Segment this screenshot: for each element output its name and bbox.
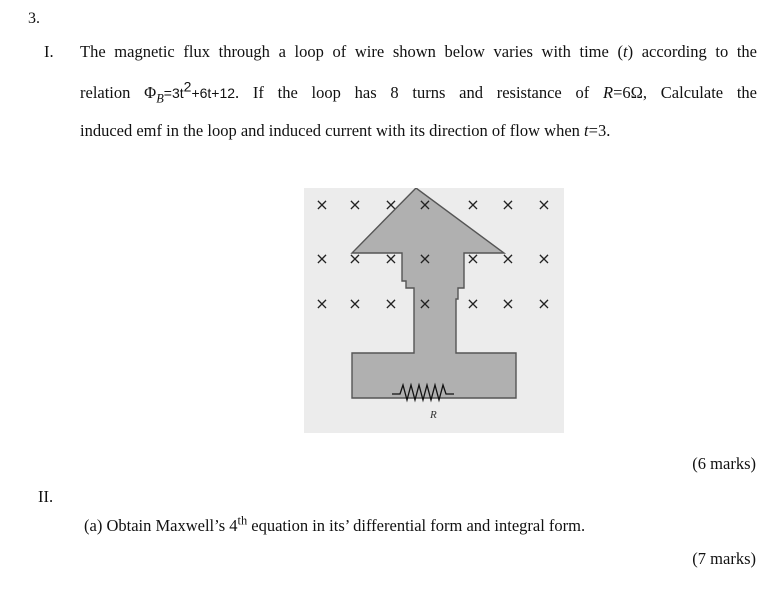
question-number: 3. <box>28 10 40 27</box>
field-cross-icon: × <box>348 195 362 214</box>
time-value: =3 <box>588 121 607 140</box>
line2-text-post: , Calculate the <box>642 83 758 102</box>
resistance-value: =6Ω <box>613 83 643 102</box>
field-cross-icon: × <box>466 249 480 268</box>
field-cross-icon: × <box>418 249 432 268</box>
time-variable-2: t <box>584 121 589 140</box>
sub-a-text-pre: (a) Obtain Maxwell’s 4 <box>84 516 238 535</box>
line2-text-pre: relation <box>80 83 131 102</box>
part-one-line-1 <box>80 42 757 62</box>
loop-diagram <box>304 188 564 433</box>
field-cross-icon: × <box>315 249 329 268</box>
part-one-line-3 <box>80 121 610 141</box>
flux-formula <box>144 78 236 106</box>
line2-text-mid: . If the loop has 8 turns and resistance of <box>235 83 590 102</box>
field-cross-icon: × <box>501 249 515 268</box>
formula-exponent: 2 <box>183 78 192 95</box>
line1-text-pre: The magnetic flux through a loop of wire shown below varies with time ( <box>80 42 623 61</box>
phi-subscript: B <box>156 91 164 106</box>
field-cross-icon: × <box>348 294 362 313</box>
ordinal-superscript: th <box>237 513 248 528</box>
phi-symbol: Φ <box>144 83 157 102</box>
field-cross-icon: × <box>501 195 515 214</box>
line3-text-pre: induced emf in the loop and induced current with its direction of flow when <box>80 121 580 140</box>
field-cross-icon: × <box>466 294 480 313</box>
field-cross-icon: × <box>315 195 329 214</box>
part-one-label: I. <box>44 42 54 61</box>
field-cross-icon: × <box>384 294 398 313</box>
field-cross-icon: × <box>348 249 362 268</box>
field-cross-icon: × <box>418 195 432 214</box>
part-two-question-a <box>84 513 586 536</box>
part-two-marks: (7 marks) <box>692 549 756 568</box>
field-cross-icon: × <box>418 294 432 313</box>
part-one-line-2 <box>80 78 758 106</box>
part-two-label: II. <box>38 487 54 506</box>
resistance-variable: R <box>603 83 614 102</box>
time-variable: t <box>622 42 628 61</box>
formula-part-1: =3t <box>163 85 184 101</box>
field-cross-icon: × <box>501 294 515 313</box>
line1-text-post: ) according to the <box>627 42 757 61</box>
field-cross-icon: × <box>384 249 398 268</box>
arrow-shaped-loop <box>352 188 516 398</box>
formula-part-2: +6t+12 <box>191 85 236 101</box>
line3-text-post: . <box>606 121 611 140</box>
field-cross-icon: × <box>537 195 551 214</box>
part-one-marks: (6 marks) <box>692 454 756 473</box>
field-cross-icon: × <box>384 195 398 214</box>
field-cross-icon: × <box>537 294 551 313</box>
field-cross-icon: × <box>466 195 480 214</box>
loop-figure <box>304 188 564 433</box>
field-cross-icon: × <box>315 294 329 313</box>
sub-a-text-post: equation in its’ differential form and integral form. <box>247 516 586 535</box>
field-cross-icon: × <box>537 249 551 268</box>
resistor-label: R <box>430 409 437 421</box>
